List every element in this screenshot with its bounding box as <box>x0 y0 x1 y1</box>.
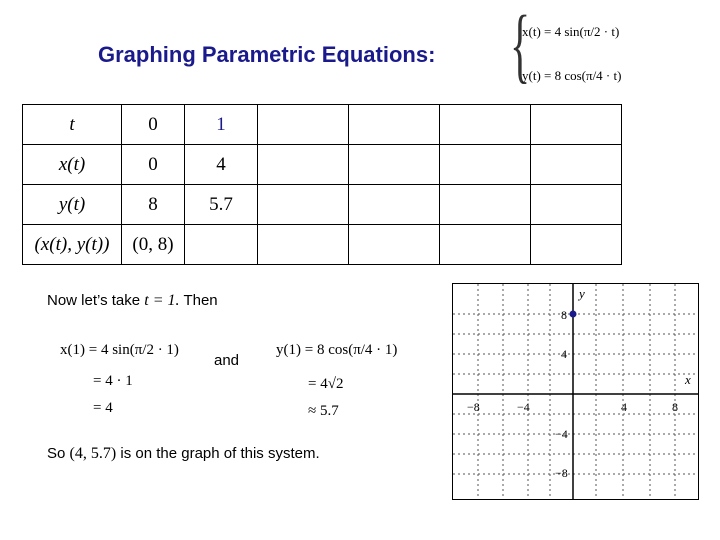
y-derivation-line-3: ≈ 5.7 <box>308 403 339 419</box>
x-equation: x(t) = 4 sin(π/2 · t) <box>522 24 620 39</box>
y-tick-label: 8 <box>561 308 567 322</box>
brace-symbol: { <box>510 0 531 92</box>
table-cell <box>258 105 349 145</box>
table-row <box>23 105 622 145</box>
x-tick-label: −4 <box>517 400 530 414</box>
table-row <box>23 185 622 225</box>
row-label-t: t <box>23 105 122 145</box>
x-tick-label: 8 <box>672 400 678 414</box>
table-cell <box>258 225 349 265</box>
page-title: Graphing Parametric Equations: <box>98 42 436 67</box>
table-cell <box>531 145 622 185</box>
x-derivation-line-1: x(1) = 4 sin(π/2 · 1) <box>60 342 179 358</box>
y-tick-label: 4 <box>561 347 567 361</box>
row-label-point: (x(t), y(t)) <box>23 225 122 265</box>
table-cell <box>258 145 349 185</box>
table-cell: 8 <box>122 185 185 225</box>
table-row <box>23 145 622 185</box>
values-table <box>22 104 622 265</box>
table-cell: 0 <box>122 145 185 185</box>
parametric-system <box>510 0 640 94</box>
table-cell <box>531 105 622 145</box>
table-cell <box>440 105 531 145</box>
y-tick-label: −4 <box>555 427 568 441</box>
table-row <box>23 225 622 265</box>
table-cell <box>185 225 258 265</box>
x-axis-label: x <box>685 372 691 387</box>
plotted-point <box>570 311 577 318</box>
y-equation: y(t) = 8 cos(π/4 · t) <box>522 68 622 83</box>
table-cell <box>349 105 440 145</box>
table-cell: 0 <box>122 105 185 145</box>
table-cell: 5.7 <box>185 185 258 225</box>
table-cell <box>440 225 531 265</box>
table-cell <box>440 185 531 225</box>
x-derivation-line-3: = 4 <box>93 400 113 416</box>
x-tick-label: 4 <box>621 400 627 414</box>
table-cell <box>349 225 440 265</box>
table-cell <box>258 185 349 225</box>
row-label-y: y(t) <box>23 185 122 225</box>
y-derivation-line-2: = 4√2 <box>308 376 344 392</box>
table-cell <box>531 225 622 265</box>
table-cell: (0, 8) <box>122 225 185 265</box>
table-cell: 4 <box>185 145 258 185</box>
x-derivation-line-2: = 4 · 1 <box>93 373 133 389</box>
coordinate-graph <box>452 283 699 500</box>
table-cell <box>349 185 440 225</box>
x-tick-label: −8 <box>467 400 480 414</box>
table-cell <box>440 145 531 185</box>
graph-svg <box>453 284 698 499</box>
y-tick-label: −8 <box>555 466 568 480</box>
table-cell: 1 <box>185 105 258 145</box>
y-derivation-line-1: y(1) = 8 cos(π/4 · 1) <box>276 342 398 358</box>
table-cell <box>531 185 622 225</box>
y-axis-label: y <box>579 286 585 301</box>
and-text: and <box>214 352 240 369</box>
conclusion-text: So (4, 5.7) is on the graph of this system. <box>47 445 320 462</box>
table-cell <box>349 145 440 185</box>
row-label-x: x(t) <box>23 145 122 185</box>
intro-text: Now let’s take t = 1. Then <box>47 292 218 309</box>
